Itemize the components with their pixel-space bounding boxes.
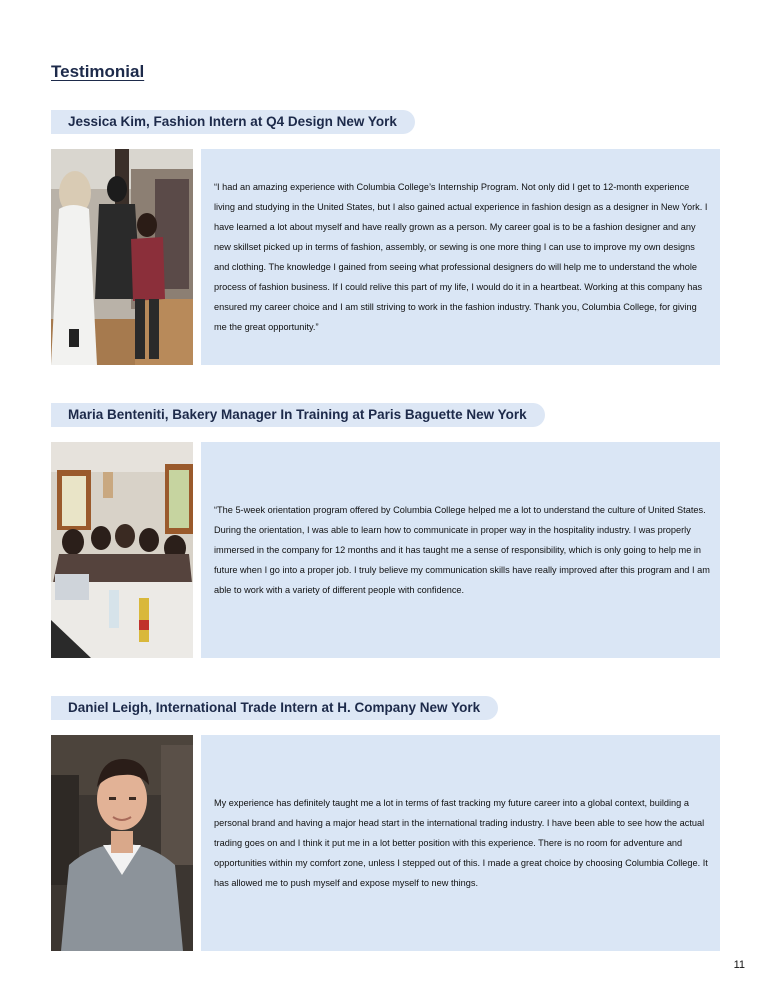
testimonial-quote-2: “The 5-week orientation program offered by Columbia College helped me a lot to understand the culture of United States. During the orientation, I was able to learn how to communicate in proper way in the hospitality industry. I was properly immersed in the company for 12 months and it has taught me a sense of responsibility, which is only going to help me in future when I go into a proper job. I truly believe my communication skills have really improved after this program and I am able to work with a variety of different people with confidence.	[214, 505, 710, 595]
testimonial-heading-3: Daniel Leigh, International Trade Intern at H. Company New York	[51, 696, 498, 720]
fashion-intern-photo	[51, 149, 193, 365]
trade-intern-portrait	[51, 735, 193, 951]
testimonial-quote-box-3	[201, 735, 720, 951]
page-number: 11	[733, 959, 745, 971]
testimonial-quote-box-1	[201, 149, 720, 365]
testimonial-quote-3: My experience has definitely taught me a lot in terms of fast tracking my future career into a global context, building a personal brand and having a major head start in the international trading industry. I have been able to see how the actual trading goes on and I think it put me in a lot better position with this experience. There is no room for adventure and opportunities within my comfort zone, unless I stepped out of this. I made a great choice by choosing Columbia College. It has allowed me to push myself and expose myself to new things.	[214, 798, 708, 888]
testimonial-heading-2: Maria Benteniti, Bakery Manager In Training at Paris Baguette New York	[51, 403, 545, 427]
orientation-group-photo	[51, 442, 193, 658]
testimonial-quote-1: “I had an amazing experience with Columbia College’s Internship Program. Not only did I get to 12-month experience living and studying in the United States, but I also gained actual experience in fashion design as a designer in New York. I have learned a lot about myself and have really grown as a person. My career goal is to be a fashion designer and any new skillset picked up in terms of fashion, assembly, or sewing is one more thing I can use to improve my own designs and clothing. The knowledge I gained from seeing what professional designers do will help me to understand the whole process of fashion business. If I could relive this part of my life, I would do it in a heartbeat. Working at this company has ensured my career choice and I am still striving to work in the fashion industry. Thank you, Columbia College, for giving me the great opportunity.”	[214, 182, 708, 332]
testimonial-quote-box-2	[201, 442, 720, 658]
testimonial-heading-1: Jessica Kim, Fashion Intern at Q4 Design New York	[51, 110, 415, 134]
page-title: Testimonial	[51, 62, 145, 81]
